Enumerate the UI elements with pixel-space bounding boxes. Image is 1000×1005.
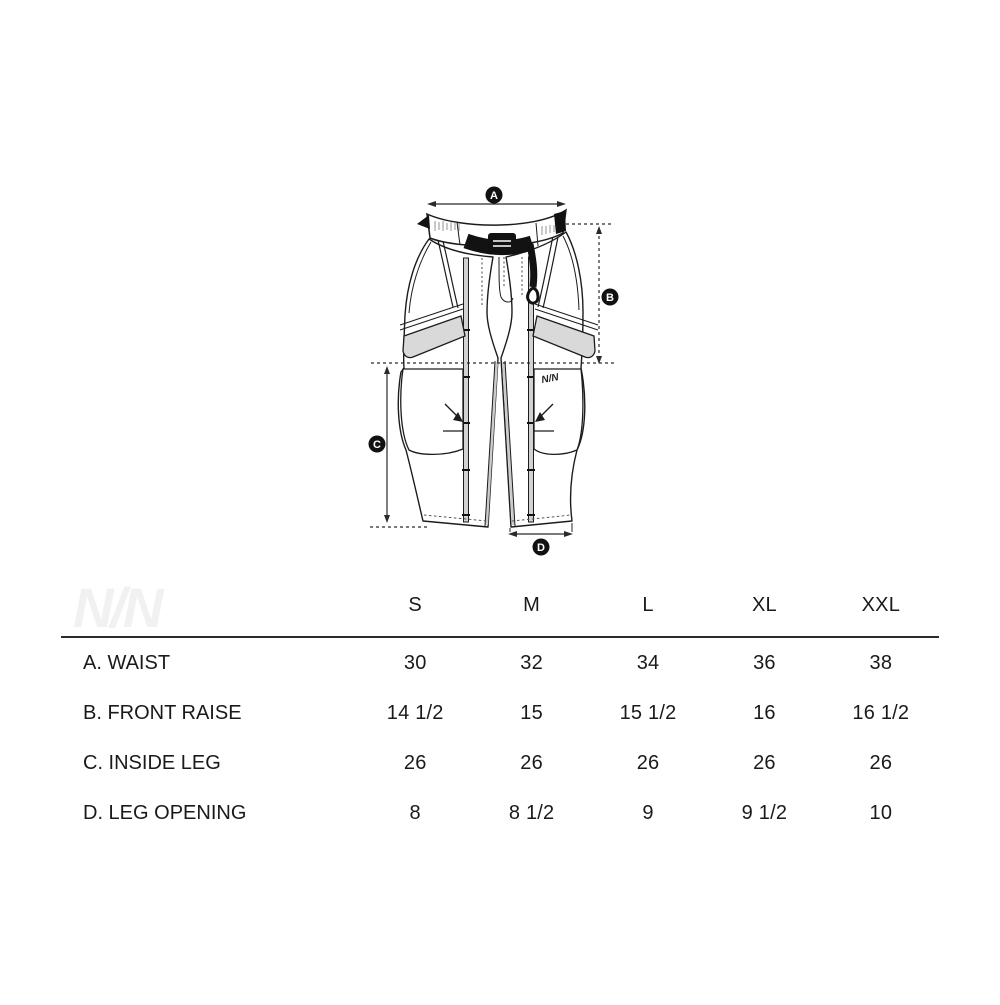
row-label: C. INSIDE LEG	[83, 751, 221, 774]
belt-strap	[530, 244, 534, 287]
cell-value: 16	[753, 701, 776, 724]
column-header-m: M	[523, 594, 541, 616]
brand-logo-text: N/N	[73, 576, 161, 639]
belt-buckle	[488, 233, 516, 252]
column-header-xl: XL	[751, 594, 777, 616]
cell-value: 34	[636, 651, 660, 674]
cell-value: 9 1/2	[741, 801, 788, 824]
table-row-waist	[61, 638, 939, 688]
column-header-xxl: XXL	[861, 594, 901, 616]
belt-tip-left	[417, 215, 430, 229]
size-chart-table	[61, 575, 939, 838]
column-header-l: L	[642, 594, 654, 616]
cell-value: 10	[869, 801, 893, 824]
cell-value: 16 1/2	[852, 701, 910, 724]
cell-value: 26	[869, 751, 893, 774]
marker-d-label: D	[537, 542, 545, 554]
cell-value: 15 1/2	[619, 701, 677, 724]
marker-c-label: C	[373, 439, 381, 451]
cell-value: 8 1/2	[508, 801, 555, 824]
cell-value: 32	[520, 651, 543, 674]
cell-value: 36	[753, 651, 776, 674]
cell-value: 38	[869, 651, 893, 674]
table-row-leg-opening	[61, 788, 939, 838]
column-header-s: S	[408, 594, 422, 616]
brand-logo	[69, 567, 199, 647]
cell-value: 26	[636, 751, 660, 774]
strap-loop	[528, 288, 538, 303]
svg-text:N/N: N/N	[540, 372, 560, 386]
cell-value: 14 1/2	[386, 701, 444, 724]
marker-b-label: B	[606, 292, 614, 304]
cell-value: 8	[409, 801, 421, 824]
size-chart-header	[61, 575, 939, 638]
row-label: D. LEG OPENING	[83, 801, 247, 824]
table-row-front-raise	[61, 688, 939, 738]
cell-value: 26	[403, 751, 427, 774]
cell-value: 15	[520, 701, 543, 724]
cell-value: 9	[642, 801, 654, 824]
cell-value: 26	[520, 751, 543, 774]
belt-end-right	[554, 211, 566, 234]
row-label: A. WAIST	[83, 651, 171, 674]
cell-value: 30	[403, 651, 427, 674]
cell-value: 26	[753, 751, 776, 774]
marker-a-label: A	[490, 190, 498, 202]
table-row-inside-leg	[61, 738, 939, 788]
row-label: B. FRONT RAISE	[83, 701, 242, 724]
